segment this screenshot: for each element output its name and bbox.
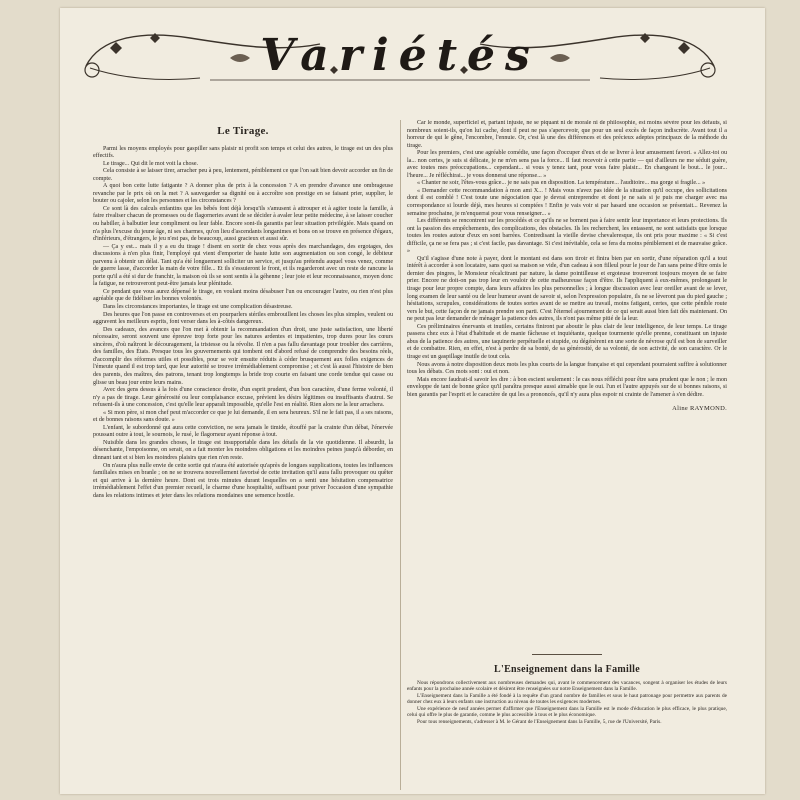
paragraph: A quoi bon cette lutte fatigante ? A donner plus de prix à la concession ? A en prendre d'avance une ombrageuse revanche par le prix où on la met ? A sauvegarder sa dignité ou à accroître son prestige en se faisant prier, supplier, le bouter ou cajoler, selon les personnes et les circonstances ? bbox=[93, 183, 393, 205]
right-column bbox=[407, 120, 727, 640]
paragraph: Une expérience de neuf années permet d'affirmer que l'Enseignement dans la Famille est le mode d'éducation le plus efficace, le plus pratique, celui qui offre le plus de garantie, comme le plus accessible à tous et le plus économique. bbox=[407, 705, 727, 718]
paragraph: Avec des gens dessus à la fois d'une conscience droite, d'un esprit prudent, d'un bon caractère, d'une ferme volonté, il n'y a pas de tirage. Leur générosité ou leur complaisance excuse, prévient les désirs légitimes ou insuffisants d'autrui. Se refusent-ils à une concession, c'est qu'elle leur apparaît impossible, qu'elle l'est en réalité. Rien alors ne la leur arrachera. bbox=[93, 387, 393, 409]
paragraph: Des cadeaux, des avances que l'on met à obtenir la recommandation d'un droit, une juste satisfaction, une liberté nécessaire, seront souvent une épreuve trop forte pour les natures ardentes et impatientes, trop dures pour les cœurs sincères, d'où naîtront le découragement, la tristesse ou la révolte. Il n'en a pas fallu davantage pour troubler des carrières, des familles, des États. Presque tous les gouvernements qui tombent ont d'abord refusé de comprendre des besoins réels, d'accomplir des réformes utiles et possibles, pour se voir ensuite réduits à céder brusquement aux folles exigences de l'émeute quand il est trop tard, que leur autorité se trouve irrémédiablement compromise ; et c'est là aussi l'histoire de bien des parents, des maîtres, des patrons, tenant trop longtemps la bride trop courte en faisant une corde tendue qui casse ou glisse un beau jour entre leurs mains. bbox=[93, 326, 393, 386]
newspaper-page bbox=[60, 8, 765, 794]
paragraph: Nuisible dans les grandes choses, le tirage est insupportable dans les détails de la vie quotidienne. Il absurdit, la désenchante, l'empoisonne, on serait, on a fait monter les moindres obligations et les moindres peines jusqu'à déborder, en dinnant tant et si bien les moindres plaisirs que rien n'en reste. bbox=[93, 439, 393, 461]
paragraph: L'Enseignement dans la Famille a été fondé à la requête d'un grand nombre de familles et sous le haut patronage pour permettre aux parents de donner chez eux à leurs enfants une instruction au niveau de toutes les exigences modernes. bbox=[407, 692, 727, 705]
paragraph: Les différents se rencontrent sur les procédés et ce qu'ils ne se bornent pas à faire sentir leur importance et leurs protections. Ils ont la passion des empêchements, des complications, des obstacles. Ils les recherchent, les entassent, ne sont satisfaits que lorsque toutes les routes autour d'eux en sont barrées. Contredisant la vieille devise chevaleresque, ils ont pris pour maxime : « Si c'est difficile, ça ne se fera pas ; si c'est facile, pas davantage. Si c'est inévitable, cela se fera du moins péniblement et de mauvaise grâce. » bbox=[407, 218, 727, 255]
masthead-title: Variétés bbox=[260, 30, 540, 81]
paragraph: Car le monde, superficiel et, partant injuste, ne se piquant ni de morale ni de philosophie, est moins sévère pour les défauts, si nombreux soient-ils, qu'on lui cache, dont il peut ne pas s'apercevoir, que pour un seul excès de façon indiscrète. Avant tout il a horreur de qui le gêne, l'encombre, l'ennuie. Or, c'est là une des différences et des précieux adeptes principaux de la méthode du tirage. bbox=[407, 120, 727, 149]
paragraph: Parmi les moyens employés pour gaspiller sans plaisir ni profit son temps et celui des autres, le tirage est un des plus effectifs. bbox=[93, 145, 393, 160]
paragraph: Dans les circonstances importantes, le tirage est une complication désastreuse. bbox=[103, 304, 293, 311]
section-separator bbox=[532, 654, 602, 655]
article-title-le-tirage: Le Tirage. bbox=[217, 125, 269, 137]
masthead bbox=[80, 8, 720, 88]
paragraph: L'enfant, le subordonné qui aura cette conviction, ne sera jamais le timide, étouffé par la crainte d'un débat, l'énervée poussant outre à tout, le sournois, le rusé, le flagorneur ayant réponse à tout. bbox=[93, 424, 393, 439]
paragraph: Pour tous renseignements, s'adresser à M. le Gérant de l'Enseignement dans la Famille, 5, rue de l'Université, Paris. bbox=[417, 718, 662, 725]
article-signature: Aline RAYMOND. bbox=[672, 405, 727, 413]
paragraph: « Si mon père, si mon chef peut m'accorder ce que je lui demande, il en sera heureux. S'il ne le fait pas, il a ses raisons, et de bonnes raisons sans doute. » bbox=[93, 409, 393, 424]
paragraph: Pour les premiers, c'est une agréable comédie, une façon d'occuper d'eux et de se livrer à leur amusement favori. « Allez-toi ou la... non certes, je suis si délicate, je ne m'en sens pas la force... Il faut recevoir à cette partie — qui d'ailleurs ne me séduit guère, avec toutes mes préoccupations... cependant... si vous y tenez tant, pour vous faire plaisir... En changeant le bout... le jour... l'heure... Je réfléchirai... je vous donnerai une réponse... » bbox=[407, 150, 727, 179]
paragraph: Cela consiste à se laisser tirer, arracher peu à peu, lentement, péniblement ce que l'on sait bien devoir accorder un fin de compte. bbox=[93, 168, 393, 182]
paragraph: Ce sont là des calculs enfantins que les bébés font déjà lorsqu'ils s'amusent à attrouper et à agiter toute la famille, à faire rivaliser chacun de promesses ou de flagorneries avant de se décider à avaler leur petite médecine, à se laisser coucher ou habiller, à balbutier leur compliment ou leur fable. Encore sont-ils garantis par leur situation privilégiée. Mais quand on n'a plus l'excuse du jeune âge, ni ses charmes, qu'on lieu d'ascendants longanimes et bons on se trouve en présence d'égaux, d'inférieurs, d'étrangers, le jeu n'est pas, de beaucoup, aussi gracieux et aussi sûr. bbox=[93, 205, 393, 243]
paragraph: Ces préliminaires énervants et inutiles, certains finiront par aboutir le plus clair de leur intelligence, de leur temps. Le tirage passera chez eux à l'état d'habitude et de manie fâcheuse et inquiétante, quelque tourmente qu'elle prenne, constituant un injuste abus de la patience des autres, une taquinerie perpétuelle et stupide, ou dégénèrent en une sorte de névrose qu'il est bon de surveiller et de combattre. Rien, en effet, n'est à perdre de sa bonté, de sa générosité, de sa volonté, de son activité, de son caractère. Or le tirage est un gaspillage inutile de tout cela. bbox=[407, 323, 727, 360]
paragraph: Nous avons à notre disposition deux mots les plus courts de la langue française et qui cependant pourraient suffire à solutionner tous les débats. Ces mots sont : oui et non. bbox=[407, 361, 727, 376]
paragraph: Qu'il s'agisse d'une note à payer, dont le montant est dans son tiroir et finira bien par en sortir, d'une réparation qu'il a tout intérêt à accorder à son locataire, sans quoi sa maison se vide, d'un cadeau à son filleul pour le jour de l'an sans peine d'être omis le dernier des pingres, le Monsieur récalcitrant par nature, la dame pointilleuse et ergoteuse trouveront toujours moyen de se faire prier. Encore ne doit-on pas trop leur en vouloir de cette malheureuse façon d'être. Ils l'appliquent à eux-mêmes, prolongeant le tirage pour leur propre compte, dans leurs affaires les plus personnelles ; à longue discussion avec leur oreiller avant de se lever, long examen de leur santé ou de leur humeur avant de savoir si, selon l'expression populaire, ils ne se lèveront pas du pied gauche ; hésitations, scrupules, considérations de toutes sortes avant de se mettre au travail, moins fatigant, certes, que cette pénible route vers le but, cette façon de ne jamais prendre son parti. C'est l'éternel ajournement de ce qui serait aussi bien fait dès maintenant. On ne peut pas leur demander de ménager la patience des autres, ils n'ont pas même pitié de la leur. bbox=[407, 255, 727, 323]
column-divider bbox=[400, 120, 401, 790]
paragraph: — Ça y est... mais il y a eu du tirage ! disent en sortir de chez vous après des marchandages, des ergotages, des discussions à n'en plus finir, l'employé qui vient d'emporter de haute lutte son augmentation ou son congé, le débiteur parvenu à obtenir un délai. Tant qu'a été longuement solliciter un service, et jusqu'au prétendu auquel vous venez, comme de guerre lasse, d'accorder la main de votre fille... Et ils s'essuieront le front, et ils regarderont avec un reste de rancune la porte qu'il a été si dur de franchir, la maison où ils se sont sentis à la géhenne ; leur joie et leur reconnaissance, moyen donc la fatigue, ne retrouveront peut-être jamais leur plénitude. bbox=[93, 243, 393, 288]
article-title-enseignement: L'Enseignement dans la Famille bbox=[494, 664, 640, 675]
paragraph: Des heures que l'on passe en controverses et en pourparlers stériles embrouillent les choses les plus simples, veulent ou aggravent les meilleurs esprits, font verser dans les à-côtés dangereux. bbox=[93, 311, 393, 326]
paragraph: On n'aura plus nulle envie de cette sortie qui n'aura été autorisée qu'après de longues supplications, toutes les influences familiales mises en branle ; on ne se trouvera nouvellement favorisé de cette invitation qu'il aura fallu provoquer ou quêter et qui arrive à la dernière heure. Dont est trois minutes durant lesquelles on a senti une hésitation compensatrice irrémédiablement l'effet d'un premier recueil, le charme d'une hospitalité, suffisant pour priver l'occasion d'une sympathie dans les relations intimes et jeter dans les relations mondaines une semence hostile. bbox=[93, 462, 393, 499]
left-column bbox=[93, 120, 393, 792]
paragraph: Nous répondrons collectivement aux nombreuses demandes qui, avant le commencement des vacances, songent à organiser les études de leurs enfants pour la prochaine année scolaire et désirent être renseignées sur notre Enseignement dans la Famille. bbox=[407, 679, 727, 692]
paragraph: « Demander cette recommandation à mon ami X... ! Mais vous n'avez pas idée de la situation qu'il occupe, des sollicitations dont il est comblé ! C'est toute une négociation que je devrai entreprendre et dont je ne sais si je puis me charger avec ma correspondance si lourde déjà, mes heures si comptées ! Enfin je vais voir si par hasard une occasion se présentait... Revenez la semaine prochaine, je m'enquerrai pour vous renseigner... » bbox=[407, 187, 727, 217]
paragraph: Le tirage... Qui dit le mot voit la chose. bbox=[103, 160, 199, 167]
enseignement-section bbox=[407, 638, 727, 788]
paragraph: Ce pendant que vous aurez dépensé le tirage, en voulant moins désabuser l'un ou encourager l'autre, ou rien n'est plus agréable que de fidéliser les bonnes volontés. bbox=[93, 288, 393, 303]
paragraph: Mais encore faudrait-il savoir les dire : à bon escient seulement : le cas nous réfléchi pour être sans prudent que le non ; le mon enveloppe de tant de bonne grâce qu'il paraîtra presque aussi aimable que le oui. l'un et l'autre appuyés sur de si bonnes raisons, si bien garantis par l'esprit et le caractère de qui les a prononcés, qu'il n'y aura plus espoir ni crainte de l'amener à s'en dédire. bbox=[407, 376, 727, 398]
paragraph: « Chanter ne soir, l'êtes-vous grâce... je ne sais pas en disposition. La température... l'auditoire... ma gorge si fragile... » bbox=[417, 180, 706, 187]
